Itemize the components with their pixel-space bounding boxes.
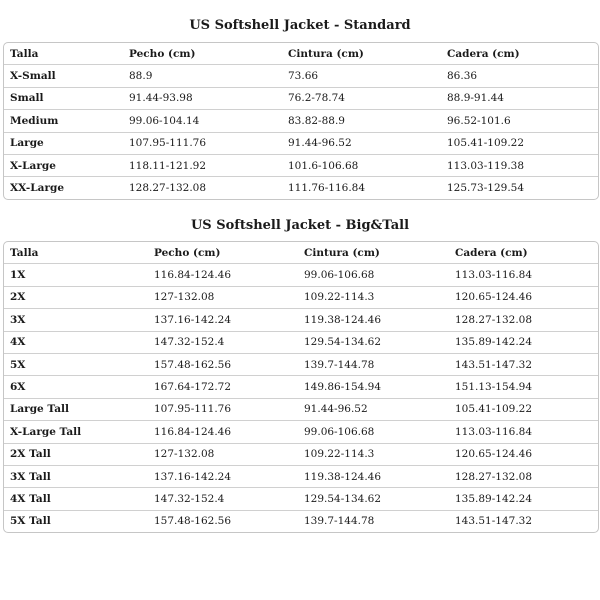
measurement-cell: 120.65-124.46 — [449, 443, 598, 465]
measurement-cell: 113.03-119.38 — [441, 154, 598, 176]
standard-table-title: US Softshell Jacket - Standard — [189, 18, 411, 33]
column-header: Pecho (cm) — [129, 47, 196, 60]
column-header: Pecho (cm) — [154, 246, 221, 259]
size-label-cell: 3X — [4, 309, 148, 331]
measurement-cell: 96.52-101.6 — [441, 110, 598, 132]
measurement-cell: 120.65-124.46 — [449, 286, 598, 308]
table-row — [4, 286, 598, 308]
size-label-cell: Large Tall — [4, 398, 148, 420]
measurement-cell: 135.89-142.24 — [449, 331, 598, 353]
bigtall-size-table — [3, 241, 599, 533]
measurement-cell: 109.22-114.3 — [298, 286, 449, 308]
measurement-cell: 105.41-109.22 — [449, 398, 598, 420]
measurement-cell: 113.03-116.84 — [449, 421, 598, 443]
measurement-cell: 118.11-121.92 — [123, 154, 282, 176]
measurement-cell: 128.27-132.08 — [123, 177, 282, 199]
measurement-cell: 107.95-111.76 — [123, 132, 282, 154]
table-row — [4, 443, 598, 465]
measurement-cell: 99.06-104.14 — [123, 110, 282, 132]
table-row — [4, 488, 598, 510]
measurement-cell: 88.9-91.44 — [441, 87, 598, 109]
size-label-cell: X-Small — [4, 65, 123, 87]
column-header: Cadera (cm) — [455, 246, 528, 259]
table-row — [4, 465, 598, 487]
measurement-cell: 91.44-96.52 — [282, 132, 441, 154]
size-label-cell: Large — [4, 132, 123, 154]
table-row — [4, 353, 598, 375]
measurement-cell: 127-132.08 — [148, 443, 298, 465]
measurement-cell: 143.51-147.32 — [449, 353, 598, 375]
size-label-cell: 2X — [4, 286, 148, 308]
measurement-cell: 101.6-106.68 — [282, 154, 441, 176]
size-label-cell: 3X Tall — [4, 465, 148, 487]
table-row — [4, 65, 598, 87]
measurement-cell: 91.44-93.98 — [123, 87, 282, 109]
measurement-cell: 139.7-144.78 — [298, 353, 449, 375]
size-label-cell: 4X — [4, 331, 148, 353]
table-header-row — [4, 43, 598, 65]
measurement-cell: 83.82-88.9 — [282, 110, 441, 132]
column-header: Cintura (cm) — [304, 246, 380, 259]
size-label-cell: Medium — [4, 110, 123, 132]
size-label-cell: 1X — [4, 264, 148, 286]
measurement-cell: 113.03-116.84 — [449, 264, 598, 286]
table-row — [4, 264, 598, 286]
table-row — [4, 510, 598, 532]
table-row — [4, 309, 598, 331]
size-label-cell: 5X — [4, 353, 148, 375]
measurement-cell: 129.54-134.62 — [298, 331, 449, 353]
table-row — [4, 154, 598, 176]
size-label-cell: 2X Tall — [4, 443, 148, 465]
standard-size-table — [3, 42, 599, 200]
measurement-cell: 167.64-172.72 — [148, 376, 298, 398]
table-row — [4, 376, 598, 398]
measurement-cell: 137.16-142.24 — [148, 465, 298, 487]
size-label-cell: 4X Tall — [4, 488, 148, 510]
measurement-cell: 151.13-154.94 — [449, 376, 598, 398]
measurement-cell: 86.36 — [441, 65, 598, 87]
measurement-cell: 116.84-124.46 — [148, 264, 298, 286]
table-row — [4, 110, 598, 132]
size-label-cell: X-Large Tall — [4, 421, 148, 443]
measurement-cell: 127-132.08 — [148, 286, 298, 308]
column-header: Cintura (cm) — [288, 47, 364, 60]
table-row — [4, 87, 598, 109]
size-label-cell: 6X — [4, 376, 148, 398]
measurement-cell: 149.86-154.94 — [298, 376, 449, 398]
column-header: Talla — [10, 246, 39, 259]
measurement-cell: 116.84-124.46 — [148, 421, 298, 443]
size-label-cell: X-Large — [4, 154, 123, 176]
measurement-cell: 111.76-116.84 — [282, 177, 441, 199]
table-row — [4, 177, 598, 199]
measurement-cell: 147.32-152.4 — [148, 488, 298, 510]
table-row — [4, 398, 598, 420]
measurement-cell: 157.48-162.56 — [148, 353, 298, 375]
column-header: Cadera (cm) — [447, 47, 520, 60]
measurement-cell: 109.22-114.3 — [298, 443, 449, 465]
measurement-cell: 88.9 — [123, 65, 282, 87]
measurement-cell: 135.89-142.24 — [449, 488, 598, 510]
measurement-cell: 73.66 — [282, 65, 441, 87]
table-row — [4, 421, 598, 443]
measurement-cell: 119.38-124.46 — [298, 465, 449, 487]
measurement-cell: 139.7-144.78 — [298, 510, 449, 532]
measurement-cell: 91.44-96.52 — [298, 398, 449, 420]
measurement-cell: 128.27-132.08 — [449, 309, 598, 331]
measurement-cell: 99.06-106.68 — [298, 421, 449, 443]
measurement-cell: 76.2-78.74 — [282, 87, 441, 109]
measurement-cell: 107.95-111.76 — [148, 398, 298, 420]
size-label-cell: 5X Tall — [4, 510, 148, 532]
measurement-cell: 157.48-162.56 — [148, 510, 298, 532]
measurement-cell: 105.41-109.22 — [441, 132, 598, 154]
bigtall-table-title: US Softshell Jacket - Big&Tall — [190, 218, 410, 233]
column-header: Talla — [10, 47, 39, 60]
measurement-cell: 128.27-132.08 — [449, 465, 598, 487]
measurement-cell: 129.54-134.62 — [298, 488, 449, 510]
measurement-cell: 143.51-147.32 — [449, 510, 598, 532]
table-header-row — [4, 242, 598, 264]
table-row — [4, 331, 598, 353]
measurement-cell: 125.73-129.54 — [441, 177, 598, 199]
measurement-cell: 99.06-106.68 — [298, 264, 449, 286]
measurement-cell: 147.32-152.4 — [148, 331, 298, 353]
size-label-cell: Small — [4, 87, 123, 109]
table-row — [4, 132, 598, 154]
size-label-cell: XX-Large — [4, 177, 123, 199]
measurement-cell: 119.38-124.46 — [298, 309, 449, 331]
measurement-cell: 137.16-142.24 — [148, 309, 298, 331]
